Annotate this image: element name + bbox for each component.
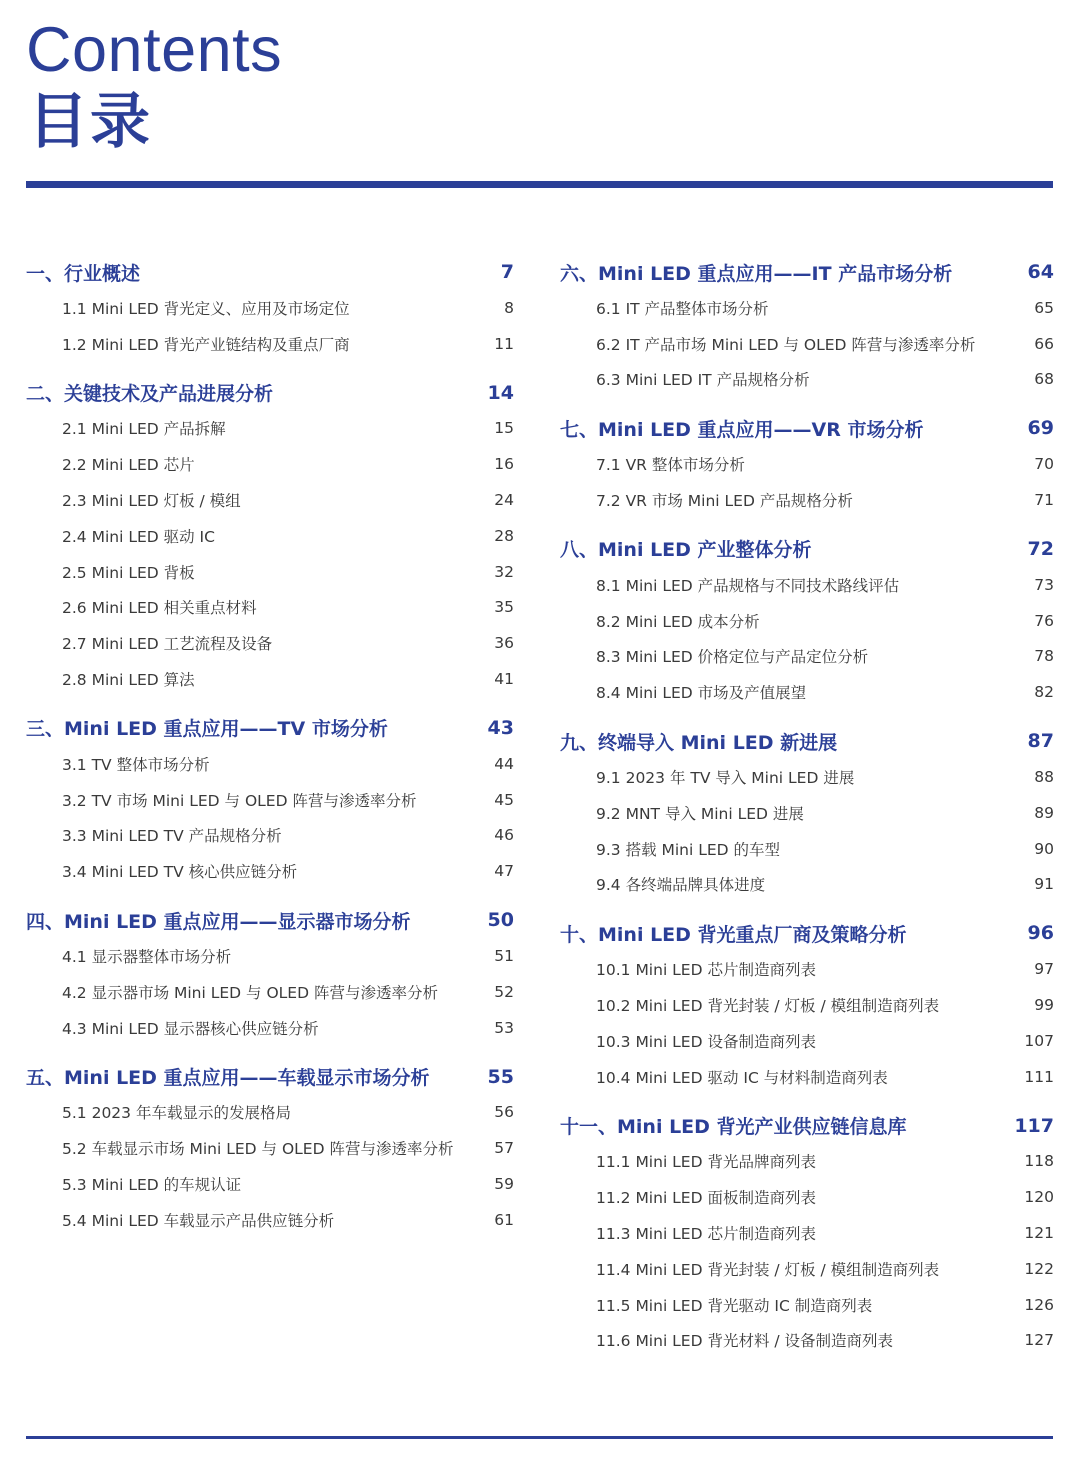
toc-entry-title: 2.7 Mini LED 工艺流程及设备 bbox=[62, 635, 273, 654]
toc-entry-title: 11.6 Mini LED 背光材料 / 设备制造商列表 bbox=[596, 1332, 894, 1351]
toc-entry-page: 46 bbox=[494, 826, 514, 845]
toc-section-page: 50 bbox=[487, 909, 514, 932]
toc-entry[interactable] bbox=[26, 446, 514, 482]
section-gap bbox=[26, 697, 514, 710]
toc-entry-title: 9.2 MNT 导入 Mini LED 进展 bbox=[596, 804, 804, 823]
toc-entry[interactable] bbox=[26, 625, 514, 661]
toc-entry-page: 120 bbox=[1024, 1188, 1054, 1207]
toc-entry-page: 68 bbox=[1034, 370, 1054, 389]
toc-entry-title: 2.1 Mini LED 产品拆解 bbox=[62, 420, 226, 439]
toc-entry-page: 65 bbox=[1034, 298, 1054, 317]
toc-entry[interactable] bbox=[26, 482, 514, 518]
toc-entry[interactable] bbox=[560, 1179, 1054, 1215]
toc-section-title: 五、Mini LED 重点应用——车载显示市场分析 bbox=[26, 1067, 430, 1090]
toc-entry-page: 97 bbox=[1034, 960, 1054, 979]
toc-entry-page: 41 bbox=[494, 670, 514, 689]
toc-entry[interactable] bbox=[560, 603, 1054, 639]
toc-section-title: 九、终端导入 Mini LED 新进展 bbox=[560, 731, 838, 754]
toc-entry-title: 10.3 Mini LED 设备制造商列表 bbox=[596, 1032, 816, 1051]
toc-entry-title: 11.4 Mini LED 背光封装 / 灯板 / 模组制造商列表 bbox=[596, 1260, 940, 1279]
toc-section-page: 87 bbox=[1027, 730, 1054, 753]
toc-section-heading[interactable] bbox=[560, 410, 1054, 446]
toc-section bbox=[26, 1059, 514, 1238]
toc-entry[interactable] bbox=[560, 951, 1054, 987]
toc-entry-title: 3.4 Mini LED TV 核心供应链分析 bbox=[62, 863, 298, 882]
toc-section bbox=[560, 723, 1054, 902]
toc-entry-title: 2.4 Mini LED 驱动 IC bbox=[62, 527, 215, 546]
contents-title-cn: 目录 bbox=[28, 87, 152, 157]
toc-section-title: 四、Mini LED 重点应用——显示器市场分析 bbox=[26, 910, 411, 933]
toc-entry-page: 16 bbox=[494, 455, 514, 474]
toc-section-page: 55 bbox=[487, 1065, 514, 1088]
toc-section-heading[interactable] bbox=[26, 254, 514, 290]
toc-entry-page: 8 bbox=[504, 298, 514, 317]
toc-entry[interactable] bbox=[26, 782, 514, 818]
toc-entry[interactable] bbox=[560, 1215, 1054, 1251]
toc-entry-title: 4.3 Mini LED 显示器核心供应链分析 bbox=[62, 1019, 319, 1038]
toc-entry[interactable] bbox=[560, 290, 1054, 326]
toc-entry[interactable] bbox=[560, 1323, 1054, 1359]
toc-entry[interactable] bbox=[26, 1095, 514, 1131]
toc-entry[interactable] bbox=[560, 1287, 1054, 1323]
toc-entry-page: 73 bbox=[1034, 575, 1054, 594]
toc-entry[interactable] bbox=[26, 1166, 514, 1202]
toc-entry-title: 6.3 Mini LED IT 产品规格分析 bbox=[596, 371, 810, 390]
toc-entry[interactable] bbox=[26, 974, 514, 1010]
toc-entry-title: 11.1 Mini LED 背光品牌商列表 bbox=[596, 1153, 816, 1172]
toc-entry[interactable] bbox=[560, 674, 1054, 710]
toc-entry-page: 36 bbox=[494, 634, 514, 653]
toc-entry-title: 10.1 Mini LED 芯片制造商列表 bbox=[596, 961, 816, 980]
toc-entry-page: 56 bbox=[494, 1103, 514, 1122]
toc-entry-title: 11.3 Mini LED 芯片制造商列表 bbox=[596, 1225, 816, 1244]
toc-section-heading[interactable] bbox=[560, 531, 1054, 567]
toc-entry-page: 70 bbox=[1034, 455, 1054, 474]
toc-section-page: 43 bbox=[487, 716, 514, 739]
toc-entry-page: 28 bbox=[494, 526, 514, 545]
toc-entry-title: 7.2 VR 市场 Mini LED 产品规格分析 bbox=[596, 492, 853, 511]
toc-section-heading[interactable] bbox=[26, 710, 514, 746]
section-gap bbox=[26, 362, 514, 375]
section-gap bbox=[560, 397, 1054, 410]
section-gap bbox=[560, 902, 1054, 915]
toc-entry-title: 10.4 Mini LED 驱动 IC 与材料制造商列表 bbox=[596, 1068, 888, 1087]
toc-section bbox=[26, 375, 514, 697]
toc-section-title: 十一、Mini LED 背光产业供应链信息库 bbox=[560, 1116, 907, 1139]
toc-entry-page: 99 bbox=[1034, 996, 1054, 1015]
toc-entry-title: 2.8 Mini LED 算法 bbox=[62, 671, 195, 690]
toc-entry-title: 5.2 车载显示市场 Mini LED 与 OLED 阵营与渗透率分析 bbox=[62, 1140, 454, 1159]
toc-entry-page: 59 bbox=[494, 1175, 514, 1194]
toc-entry-title: 10.2 Mini LED 背光封装 / 灯板 / 模组制造商列表 bbox=[596, 997, 940, 1016]
toc-entry-title: 5.1 2023 年车载显示的发展格局 bbox=[62, 1104, 291, 1123]
toc-entry-page: 127 bbox=[1024, 1331, 1054, 1350]
toc-entry-page: 45 bbox=[494, 790, 514, 809]
toc-entry-page: 15 bbox=[494, 419, 514, 438]
contents-title-en: Contents bbox=[26, 15, 283, 85]
toc-entry-page: 52 bbox=[494, 982, 514, 1001]
toc-entry[interactable] bbox=[26, 1130, 514, 1166]
section-gap bbox=[560, 1095, 1054, 1108]
toc-entry[interactable] bbox=[560, 759, 1054, 795]
toc-section-title: 三、Mini LED 重点应用——TV 市场分析 bbox=[26, 718, 388, 741]
toc-section-heading[interactable] bbox=[560, 915, 1054, 951]
toc-entry-page: 111 bbox=[1024, 1067, 1054, 1086]
toc-entry-page: 32 bbox=[494, 562, 514, 581]
toc-entry-page: 91 bbox=[1034, 875, 1054, 894]
toc-entry[interactable] bbox=[560, 987, 1054, 1023]
toc-column-right bbox=[560, 254, 1054, 1358]
toc-entry-title: 2.6 Mini LED 相关重点材料 bbox=[62, 599, 257, 618]
toc-entry[interactable] bbox=[26, 661, 514, 697]
toc-entry[interactable] bbox=[26, 290, 514, 326]
toc-entry-title: 4.2 显示器市场 Mini LED 与 OLED 阵营与渗透率分析 bbox=[62, 983, 438, 1002]
toc-entry[interactable] bbox=[560, 326, 1054, 362]
toc-entry-page: 88 bbox=[1034, 768, 1054, 787]
toc-entry-title: 8.1 Mini LED 产品规格与不同技术路线评估 bbox=[596, 576, 900, 595]
toc-entry-title: 2.2 Mini LED 芯片 bbox=[62, 456, 195, 475]
toc-section bbox=[560, 531, 1054, 710]
toc-section-page: 96 bbox=[1027, 922, 1054, 945]
toc-section bbox=[26, 902, 514, 1045]
toc-entry-page: 107 bbox=[1024, 1031, 1054, 1050]
toc-section-heading[interactable] bbox=[560, 1108, 1054, 1144]
toc-entry[interactable] bbox=[26, 1010, 514, 1046]
toc-entry-title: 9.1 2023 年 TV 导入 Mini LED 进展 bbox=[596, 769, 855, 788]
toc-entry[interactable] bbox=[26, 818, 514, 854]
toc-section bbox=[26, 710, 514, 889]
toc-section-page: 64 bbox=[1027, 261, 1054, 283]
toc-section bbox=[26, 254, 514, 362]
toc-section bbox=[560, 254, 1054, 397]
toc-section bbox=[560, 1108, 1054, 1359]
toc-entry[interactable] bbox=[560, 1144, 1054, 1180]
toc-entry-page: 122 bbox=[1024, 1259, 1054, 1278]
toc-entry[interactable] bbox=[26, 1202, 514, 1238]
toc-section bbox=[560, 410, 1054, 518]
toc-entry[interactable] bbox=[560, 795, 1054, 831]
toc-section-title: 十、Mini LED 背光重点厂商及策略分析 bbox=[560, 923, 907, 946]
toc-section-page: 14 bbox=[487, 381, 514, 404]
toc-entry[interactable] bbox=[560, 1059, 1054, 1095]
toc-entry-title: 11.5 Mini LED 背光驱动 IC 制造商列表 bbox=[596, 1296, 873, 1315]
section-gap bbox=[560, 518, 1054, 531]
toc-section-title: 一、行业概述 bbox=[26, 262, 141, 285]
toc-entry-page: 89 bbox=[1034, 803, 1054, 822]
toc-entry-title: 6.2 IT 产品市场 Mini LED 与 OLED 阵营与渗透率分析 bbox=[596, 335, 976, 354]
toc-entry-title: 11.2 Mini LED 面板制造商列表 bbox=[596, 1189, 816, 1208]
toc-entry-page: 47 bbox=[494, 862, 514, 881]
toc-entry-page: 76 bbox=[1034, 611, 1054, 630]
toc-entry[interactable] bbox=[26, 326, 514, 362]
toc-entry-page: 118 bbox=[1024, 1152, 1054, 1171]
toc-section-page: 7 bbox=[500, 261, 514, 283]
toc-entry-title: 8.4 Mini LED 市场及产值展望 bbox=[596, 684, 807, 703]
toc-section bbox=[560, 915, 1054, 1094]
toc-entry-title: 3.1 TV 整体市场分析 bbox=[62, 755, 210, 774]
toc-entry-page: 53 bbox=[494, 1018, 514, 1037]
toc-entry-title: 2.5 Mini LED 背板 bbox=[62, 563, 195, 582]
toc-entry-page: 44 bbox=[494, 754, 514, 773]
toc-section-title: 二、关键技术及产品进展分析 bbox=[26, 383, 274, 406]
toc-entry-page: 51 bbox=[494, 947, 514, 966]
toc-entry-page: 24 bbox=[494, 491, 514, 510]
toc-entry-page: 121 bbox=[1024, 1224, 1054, 1243]
toc-entry[interactable] bbox=[26, 554, 514, 590]
toc-entry[interactable] bbox=[560, 867, 1054, 903]
toc-entry-page: 61 bbox=[494, 1210, 514, 1229]
toc-entry[interactable] bbox=[560, 446, 1054, 482]
toc-entry[interactable] bbox=[560, 639, 1054, 675]
toc-entry[interactable] bbox=[26, 518, 514, 554]
toc-section-page: 69 bbox=[1027, 417, 1054, 440]
toc-entry-title: 8.3 Mini LED 价格定位与产品定位分析 bbox=[596, 648, 869, 667]
toc-section-heading[interactable] bbox=[560, 254, 1054, 290]
toc-section-page: 117 bbox=[1014, 1114, 1054, 1137]
bottom-divider bbox=[26, 1436, 1053, 1439]
toc-section-heading[interactable] bbox=[26, 1059, 514, 1095]
toc-entry[interactable] bbox=[26, 590, 514, 626]
toc-entry[interactable] bbox=[26, 411, 514, 447]
toc-entry[interactable] bbox=[560, 482, 1054, 518]
toc-entry-title: 8.2 Mini LED 成本分析 bbox=[596, 612, 760, 631]
toc-entry-title: 3.2 TV 市场 Mini LED 与 OLED 阵营与渗透率分析 bbox=[62, 791, 417, 810]
toc-section-heading[interactable] bbox=[560, 723, 1054, 759]
toc-entry-page: 57 bbox=[494, 1139, 514, 1158]
toc-entry[interactable] bbox=[26, 746, 514, 782]
toc-entry[interactable] bbox=[560, 1251, 1054, 1287]
section-gap bbox=[560, 710, 1054, 723]
toc-entry[interactable] bbox=[560, 362, 1054, 398]
toc-entry-title: 4.1 显示器整体市场分析 bbox=[62, 948, 232, 967]
toc-section-heading[interactable] bbox=[26, 902, 514, 938]
toc-entry-title: 7.1 VR 整体市场分析 bbox=[596, 456, 745, 475]
toc-section-heading[interactable] bbox=[26, 375, 514, 411]
toc-entry[interactable] bbox=[560, 567, 1054, 603]
toc-entry-page: 78 bbox=[1034, 647, 1054, 666]
toc-entry[interactable] bbox=[560, 1023, 1054, 1059]
section-gap bbox=[26, 1046, 514, 1059]
toc-entry-title: 3.3 Mini LED TV 产品规格分析 bbox=[62, 827, 282, 846]
toc-entry-title: 1.2 Mini LED 背光产业链结构及重点厂商 bbox=[62, 335, 350, 354]
toc-column-left bbox=[26, 254, 514, 1238]
toc-entry-page: 126 bbox=[1024, 1295, 1054, 1314]
top-divider bbox=[26, 181, 1053, 188]
toc-section-title: 七、Mini LED 重点应用——VR 市场分析 bbox=[560, 418, 924, 441]
toc-entry-title: 5.3 Mini LED 的车规认证 bbox=[62, 1176, 242, 1195]
toc-entry-page: 71 bbox=[1034, 491, 1054, 510]
toc-entry[interactable] bbox=[26, 853, 514, 889]
toc-entry-page: 66 bbox=[1034, 334, 1054, 353]
toc-entry-title: 5.4 Mini LED 车载显示产品供应链分析 bbox=[62, 1211, 335, 1230]
toc-section-title: 八、Mini LED 产业整体分析 bbox=[560, 539, 812, 562]
toc-entry-title: 9.3 搭载 Mini LED 的车型 bbox=[596, 840, 781, 859]
toc-entry-title: 2.3 Mini LED 灯板 / 模组 bbox=[62, 492, 241, 511]
toc-entry-page: 90 bbox=[1034, 839, 1054, 858]
toc-entry-page: 35 bbox=[494, 598, 514, 617]
toc-section-title: 六、Mini LED 重点应用——IT 产品市场分析 bbox=[560, 262, 953, 285]
toc-entry-title: 1.1 Mini LED 背光定义、应用及市场定位 bbox=[62, 299, 350, 318]
toc-entry-title: 9.4 各终端品牌具体进度 bbox=[596, 876, 766, 895]
toc-entry-page: 11 bbox=[494, 334, 514, 353]
toc-entry-title: 6.1 IT 产品整体市场分析 bbox=[596, 299, 769, 318]
toc-section-page: 72 bbox=[1027, 537, 1054, 560]
section-gap bbox=[26, 889, 514, 902]
toc-entry[interactable] bbox=[560, 831, 1054, 867]
toc-entry[interactable] bbox=[26, 938, 514, 974]
toc-entry-page: 82 bbox=[1034, 683, 1054, 702]
